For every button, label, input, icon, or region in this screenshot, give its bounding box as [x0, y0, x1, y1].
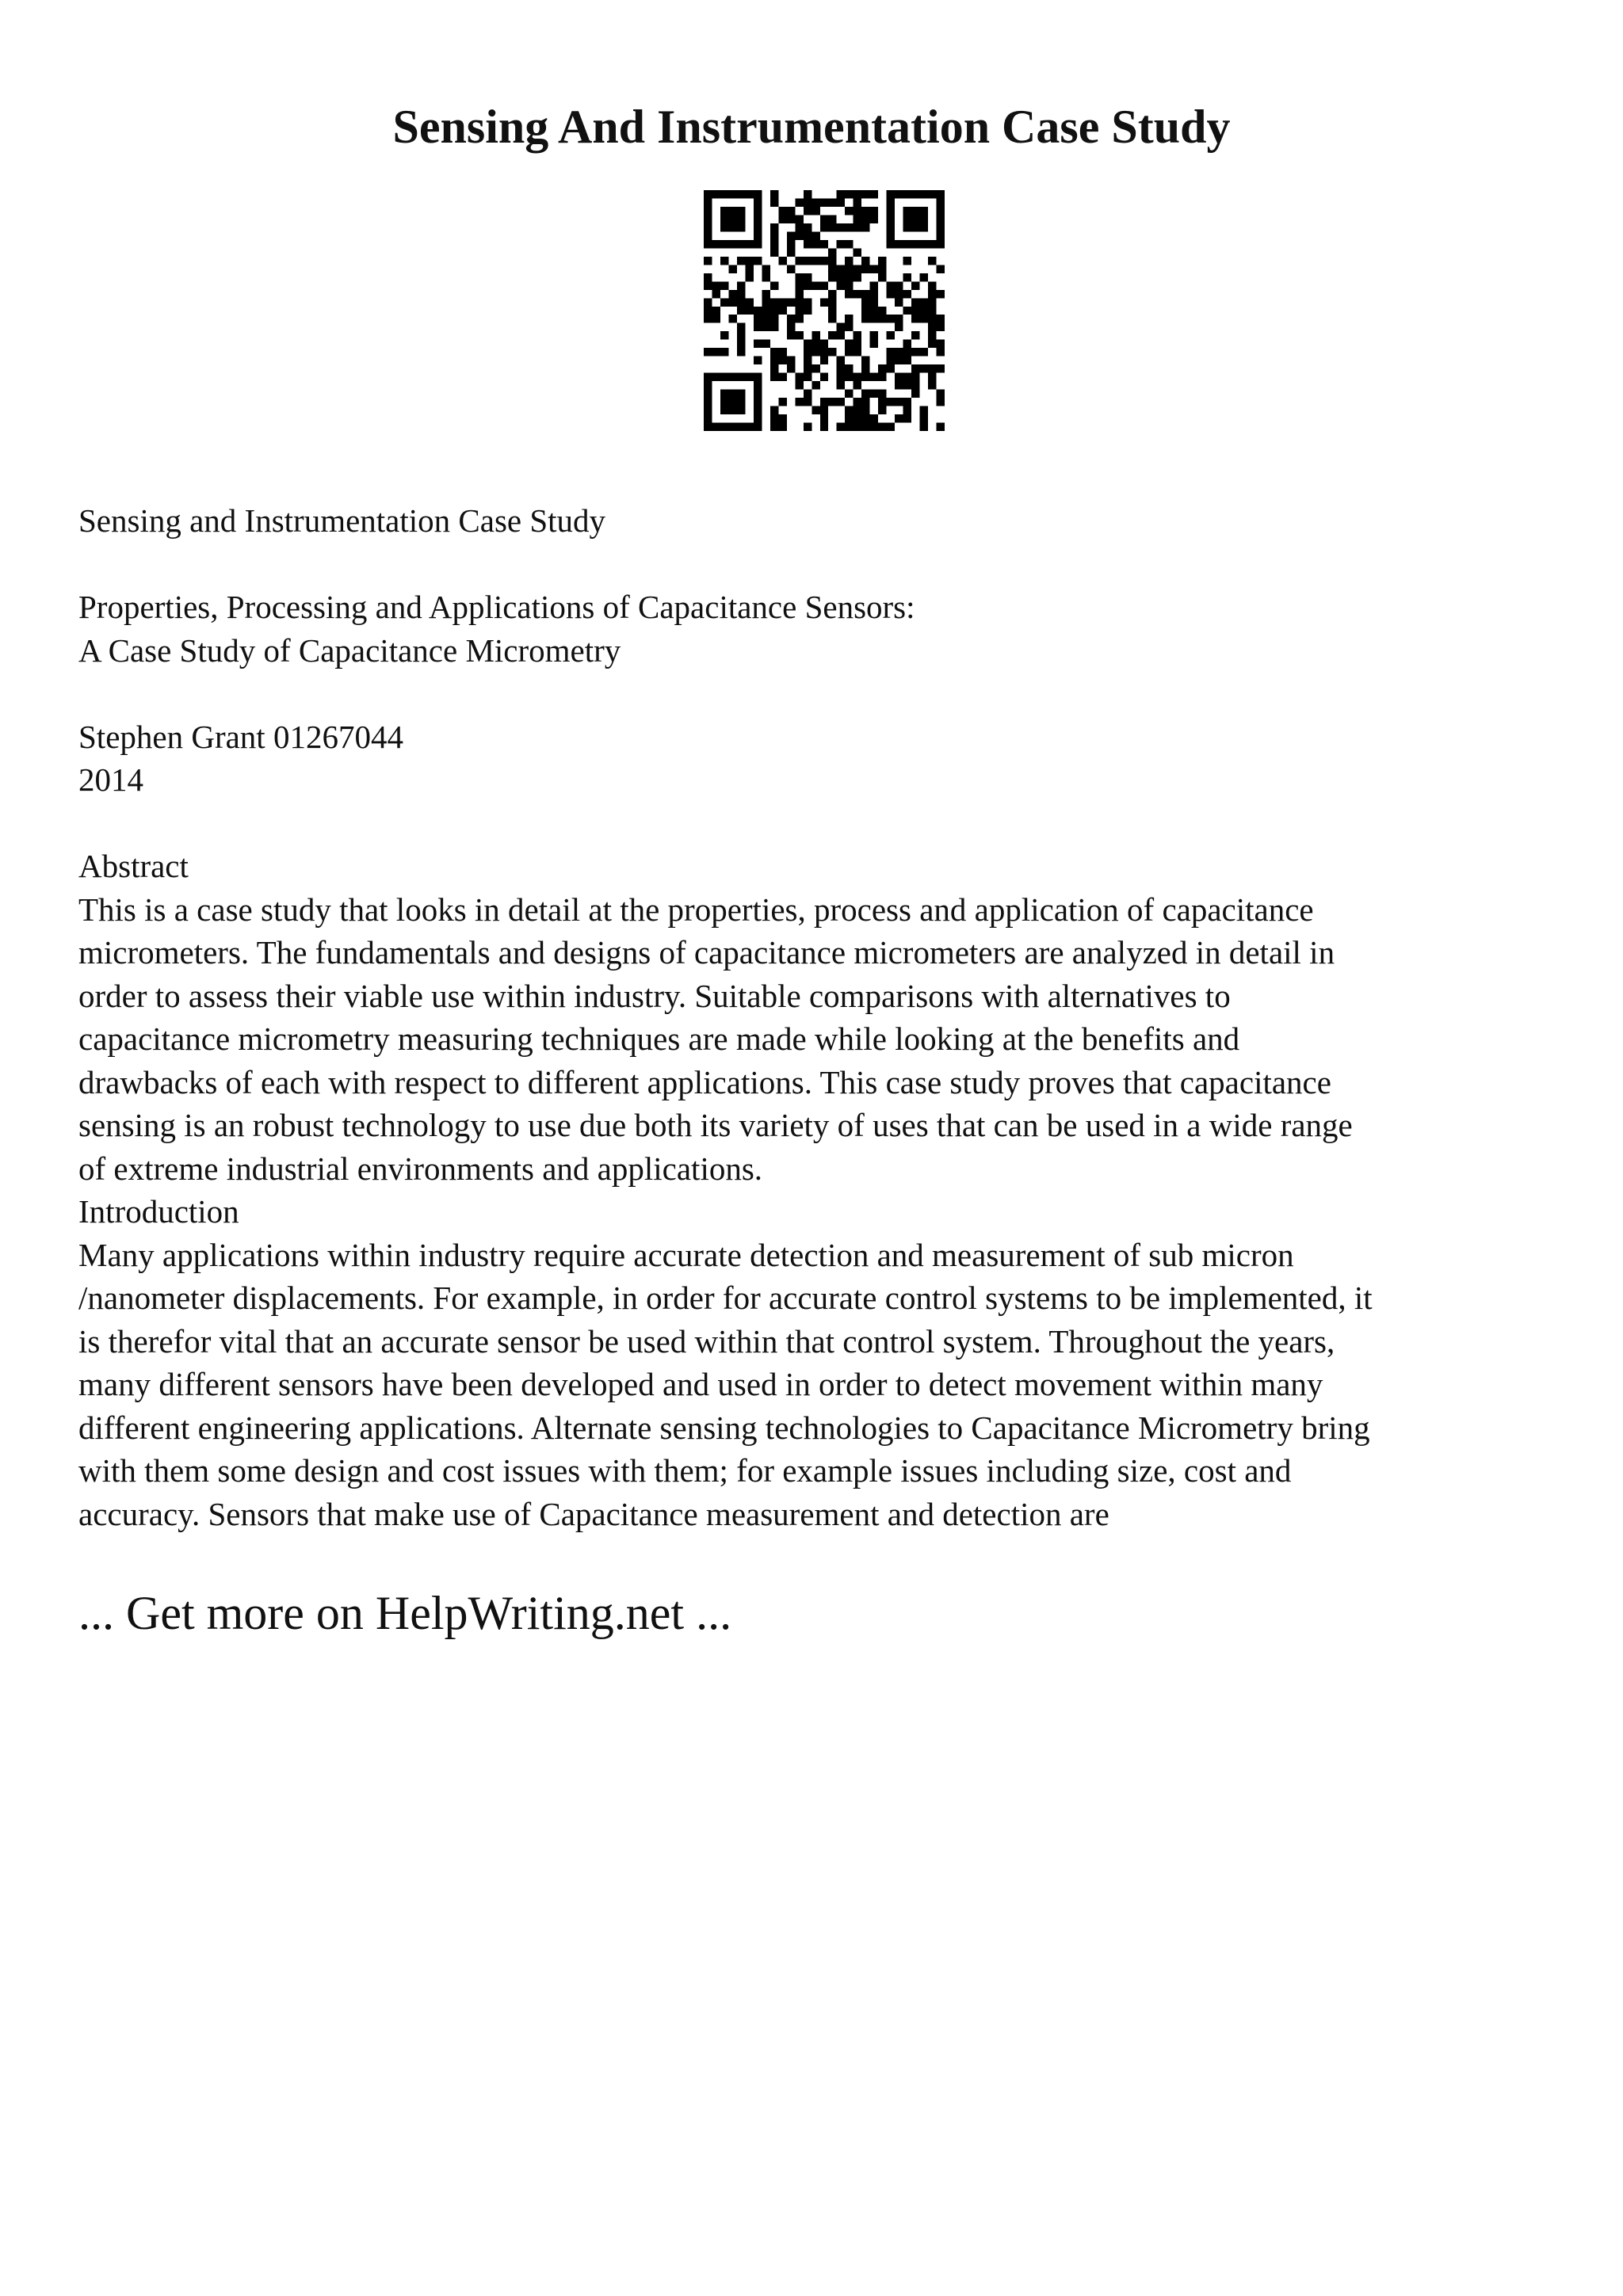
abstract-line: sensing is an robust technology to use due both its variety of uses that can be used in a wide range [78, 1107, 1353, 1143]
paper-heading-line: Properties, Processing and Applications of Capacitance Sensors: [78, 589, 915, 625]
abstract-line: This is a case study that looks in detail at the properties, process and application of capacitance [78, 891, 1314, 928]
introduction-line: /nanometer displacements. For example, in order for accurate control systems to be implemented, it [78, 1280, 1373, 1316]
abstract-line: micrometers. The fundamentals and designs of capacitance micrometers are analyzed in detail in [78, 934, 1335, 971]
document-subtitle: Sensing and Instrumentation Case Study [78, 502, 606, 539]
abstract-line: of extreme industrial environments and applications. [78, 1150, 763, 1187]
paper-heading-line: A Case Study of Capacitance Micrometry [78, 631, 621, 669]
qr-code-icon [704, 190, 945, 431]
abstract-heading: Abstract [78, 848, 189, 884]
abstract-line: drawbacks of each with respect to different applications. This case study proves that capacitance [78, 1063, 1331, 1100]
introduction-heading: Introduction [78, 1193, 239, 1230]
introduction-line: different engineering applications. Alternate sensing technologies to Capacitance Micrometry bring [78, 1409, 1370, 1446]
introduction-line: many different sensors have been developed and used in order to detect movement within many [78, 1366, 1323, 1402]
abstract-line: order to assess their viable use within industry. Suitable comparisons with alternatives to [78, 977, 1231, 1014]
author-line: Stephen Grant 01267044 [78, 718, 403, 755]
qr-code-graphic [704, 190, 945, 431]
year-line: 2014 [78, 761, 143, 798]
introduction-line: Many applications within industry require accurate detection and measurement of sub micron [78, 1236, 1294, 1273]
document-title: Sensing And Instrumentation Case Study [392, 101, 1231, 153]
introduction-line: with them some design and cost issues with them; for example issues including size, cost and [78, 1452, 1292, 1489]
introduction-line: accuracy. Sensors that make use of Capacitance measurement and detection are [78, 1495, 1109, 1532]
document-body [78, 499, 1560, 1535]
get-more-link[interactable]: ... Get more on HelpWriting.net ... [78, 1587, 732, 1639]
introduction-line: is therefor vital that an accurate sensor be used within that control system. Throughout the years, [78, 1322, 1335, 1360]
abstract-line: capacitance micrometry measuring techniques are made while looking at the benefits and [78, 1020, 1240, 1057]
